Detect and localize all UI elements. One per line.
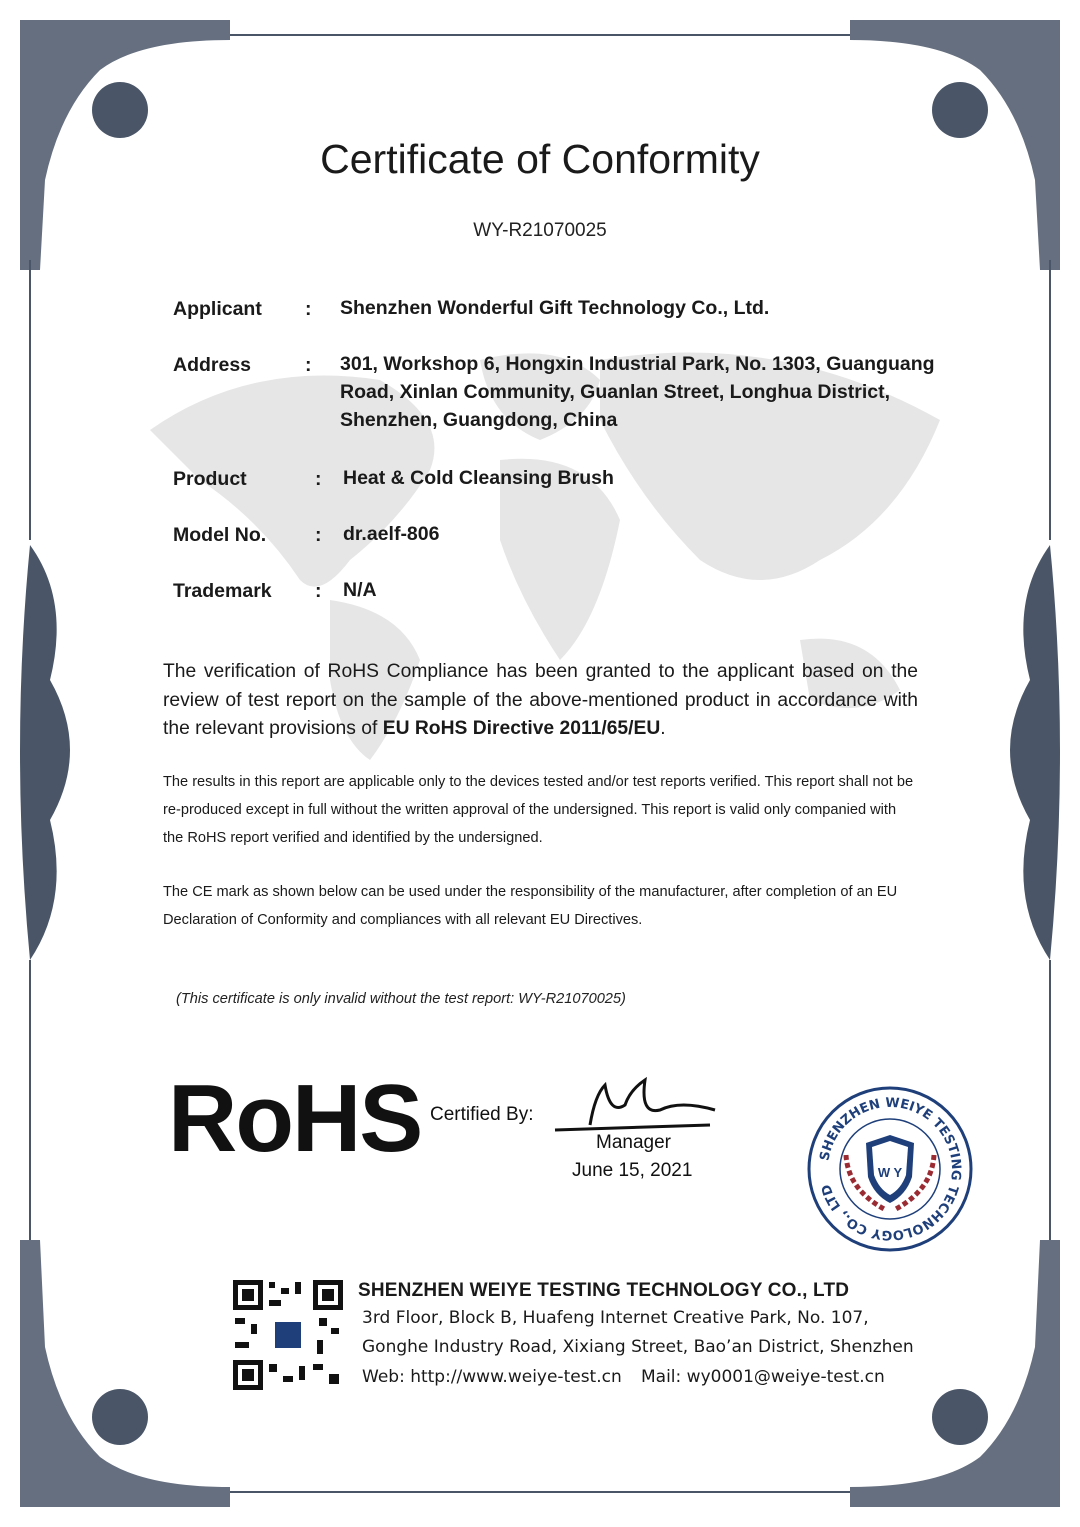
field-colon: : — [315, 580, 322, 602]
verification-end: . — [660, 718, 666, 739]
seal-text: SHENZHEN WEIYE TESTING TECHNOLOGY CO., LTD — [817, 1095, 964, 1243]
footer-address-line-2: Gonghe Industry Road, Xixiang Street, Bao’an District, Shenzhen — [362, 1337, 914, 1357]
field-label: Product — [173, 468, 247, 490]
field-label: Trademark — [173, 580, 272, 602]
footer-company-name: SHENZHEN WEIYE TESTING TECHNOLOGY CO., LTD — [358, 1280, 850, 1301]
issue-date: June 15, 2021 — [572, 1160, 693, 1181]
signatory-role: Manager — [596, 1132, 671, 1153]
field-colon: : — [305, 298, 312, 320]
address-line: Shenzhen, Guangdong, China — [340, 409, 618, 431]
certificate-title: Certificate of Conformity — [320, 136, 760, 182]
verification-paragraph — [163, 658, 918, 744]
directive-name: EU RoHS Directive 2011/65/EU — [382, 718, 661, 739]
company-seal — [806, 1085, 974, 1253]
certificate-number: WY-R21070025 — [473, 220, 607, 241]
field-value: Shenzhen Wonderful Gift Technology Co., Ltd. — [340, 297, 770, 319]
qr-code — [233, 1280, 343, 1390]
field-label: Model No. — [173, 524, 267, 546]
footer-web: Web: http://www.weiye-test.cn — [362, 1367, 622, 1387]
field-colon: : — [315, 468, 322, 490]
signature — [550, 1075, 720, 1135]
ce-paragraph: The CE mark as shown below can be used under the responsibility of the manufacturer, after completion of an EU Declaration of Conformity and compliances with all relevant EU Directives. — [163, 884, 898, 928]
validity-note: (This certificate is only invalid without the test report: WY-R21070025) — [176, 991, 626, 1007]
address-line: Road, Xinlan Community, Guanlan Street, Longhua District, — [340, 381, 891, 403]
footer-mail: Mail: wy0001@weiye-test.cn — [641, 1367, 885, 1387]
field-value: N/A — [343, 579, 377, 601]
field-colon: : — [305, 354, 312, 376]
footer-address-line-1: 3rd Floor, Block B, Huafeng Internet Creative Park, No. 107, — [362, 1308, 869, 1328]
results-paragraph: The results in this report are applicable only to the devices tested and/or test reports verified. This report shall not be re-produced except in full without the written approval of the undersigned. This report is valid only companied with the RoHS report verified and identified by the undersigned. — [163, 774, 914, 846]
rohs-logo: RoHS — [168, 1065, 422, 1172]
address-line: 301, Workshop 6, Hongxin Industrial Park, No. 1303, Guanguang — [340, 353, 935, 375]
certified-by-label: Certified By: — [430, 1104, 534, 1125]
field-value: Heat & Cold Cleansing Brush — [343, 467, 614, 489]
field-value: dr.aelf-806 — [343, 523, 440, 545]
field-colon: : — [315, 524, 322, 546]
seal-initials: W Y — [877, 1165, 903, 1180]
field-value — [340, 350, 960, 434]
field-label: Applicant — [173, 298, 262, 320]
field-label: Address — [173, 354, 252, 376]
verification-text: The verification of RoHS Compliance has been granted to the applicant based on the review of test report on the sample of the above-mentioned product in accordance with the relevant provisions of — [163, 661, 918, 739]
